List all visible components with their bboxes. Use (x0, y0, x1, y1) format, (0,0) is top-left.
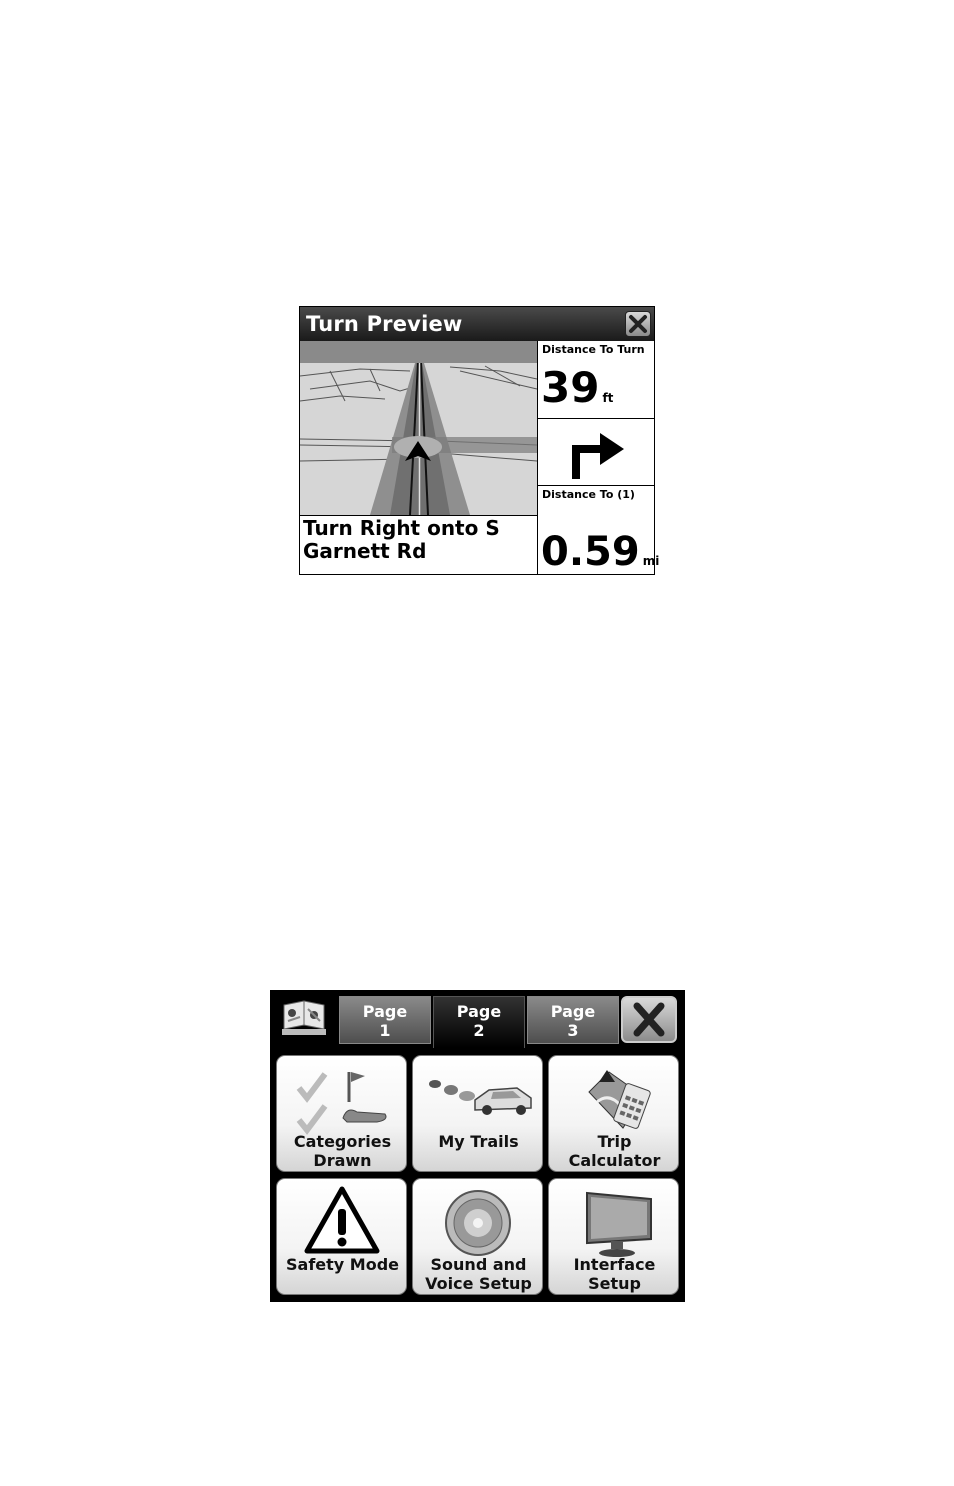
distance-to-destination-box (538, 486, 660, 575)
title-bar (300, 307, 654, 341)
tab-page-1-line2: 1 (379, 1021, 391, 1040)
categories-drawn-line2: Drawn (313, 1151, 372, 1170)
map-3d-view[interactable] (300, 341, 537, 515)
tab-bar (270, 990, 685, 1047)
safety-mode-button[interactable] (276, 1178, 407, 1295)
tab-page-2-line2: 2 (473, 1021, 485, 1040)
tab-page-1[interactable] (339, 996, 431, 1044)
interface-setup-button[interactable] (548, 1178, 679, 1295)
next-maneuver-box (538, 419, 654, 486)
warning-triangle-icon (277, 1185, 408, 1259)
turn-preview-window (299, 306, 660, 575)
turn-instruction (300, 515, 537, 574)
distance-to-turn-readout (541, 363, 614, 412)
safety-mode-label: Safety Mode (286, 1255, 399, 1274)
settings-menu-window (270, 990, 685, 1302)
distance-to-turn-unit: ft (602, 391, 614, 405)
tab-page-2[interactable] (433, 996, 525, 1048)
categories-drawn-line1: Categories (293, 1132, 392, 1151)
trip-calculator-label: Trip Calculator (568, 1132, 661, 1170)
distance-to-destination-unit: mi (642, 554, 660, 568)
categories-drawn-button[interactable] (276, 1055, 407, 1172)
tab-page-3-line1: Page (550, 1002, 596, 1021)
tab-page-3[interactable] (527, 996, 619, 1044)
distance-to-destination-readout (541, 529, 660, 575)
distance-to-turn-label: Distance To Turn (542, 343, 645, 356)
menu-close-button[interactable] (621, 996, 677, 1043)
monitor-icon (549, 1185, 680, 1259)
my-trails-label: My Trails (438, 1132, 519, 1151)
distance-to-turn-box (538, 341, 654, 419)
right-turn-arrow-icon (538, 419, 654, 485)
my-trails-button[interactable] (412, 1055, 543, 1172)
tab-page-2-line1: Page (456, 1002, 502, 1021)
tab-page-1-line1: Page (362, 1002, 408, 1021)
checkmarks-flag-icon (277, 1062, 408, 1136)
instruction-text: Turn Right onto S Garnett Rd (303, 516, 500, 563)
distance-to-turn-value: 39 (541, 363, 600, 412)
close-icon (623, 998, 675, 1041)
sound-voice-setup-button[interactable] (412, 1178, 543, 1295)
distance-to-destination-value: 0.59 (541, 529, 640, 575)
window-title: Turn Preview (306, 312, 463, 336)
map-book-icon[interactable] (278, 995, 330, 1039)
speaker-icon (413, 1185, 544, 1259)
trip-calculator-button[interactable] (548, 1055, 679, 1172)
sound-voice-line2: Voice Setup (425, 1274, 532, 1293)
map-view-graphic (300, 341, 537, 515)
car-trail-icon (413, 1062, 544, 1136)
close-button[interactable] (625, 311, 651, 337)
tab-page-3-line2: 3 (567, 1021, 579, 1040)
calculator-map-icon (549, 1062, 680, 1136)
interface-setup-label: Interface Setup (573, 1255, 656, 1293)
info-panel (537, 341, 660, 575)
close-icon (626, 312, 650, 336)
distance-to-destination-label: Distance To (1) (542, 488, 635, 501)
sound-voice-line1: Sound and (430, 1255, 527, 1274)
